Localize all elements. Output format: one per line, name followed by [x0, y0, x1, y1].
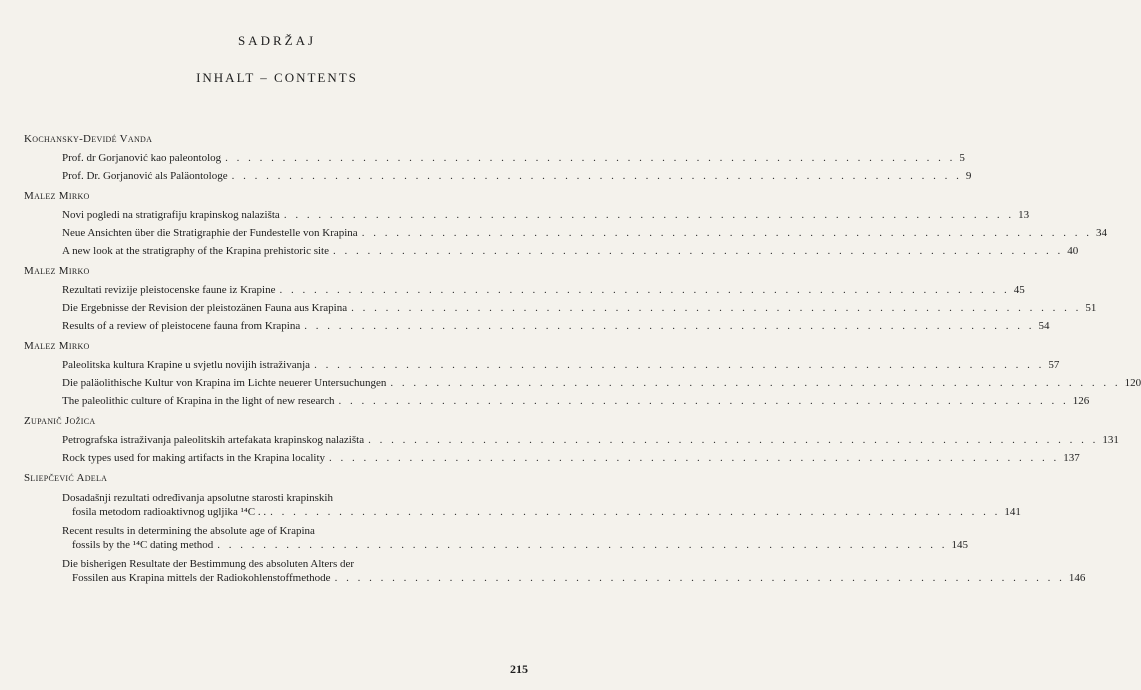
author-name: Malez Mirko: [24, 340, 90, 352]
entry-page: 137: [1063, 452, 1080, 464]
entry-title-last-line: [62, 571, 1086, 585]
entry-title: Neue Ansichten über die Stratigraphie der Fundestelle von Krapina: [62, 227, 358, 239]
toc-entry[interactable]: [24, 208, 1030, 222]
toc-entry[interactable]: [24, 394, 1090, 408]
toc-entry[interactable]: [24, 524, 969, 552]
toc-entry[interactable]: [24, 151, 965, 165]
entry-page: 34: [1095, 227, 1107, 239]
entry-title: Paleolitska kultura Krapine u svjetlu novijih istraživanja: [62, 359, 311, 371]
entry-title-line: Die bisherigen Resultate der Bestimmung des absoluten Alters der: [62, 558, 355, 570]
entry-page: 51: [1085, 302, 1097, 314]
entry-title-last-line: [62, 538, 969, 552]
toc-section: [24, 131, 972, 183]
dot-leader: . . . . . . . . . . . . . . . . . . . . . . . . . . . . . . . . . . . . . . . . . . . . . . . . . . . . . . . . . . . . . . . .: [304, 320, 1035, 332]
entry-title: Petrografska istraživanja paleolitskih artefakata krapinskog nalazišta: [62, 434, 365, 446]
entry-title: Rock types used for making artifacts in the Krapina locality: [62, 452, 326, 464]
entry-page: 45: [1013, 284, 1025, 296]
page-title: SADRŽAJ: [237, 33, 317, 48]
dot-leader: . . . . . . . . . . . . . . . . . . . . . . . . . . . . . . . . . . . . . . . . . . . . . . . . . . . . . . . . . . . . . . . .: [217, 539, 948, 551]
page-number: 215: [510, 662, 528, 676]
entry-page: 57: [1048, 359, 1060, 371]
entry-page: 5: [959, 152, 965, 164]
dot-leader: . . . . . . . . . . . . . . . . . . . . . . . . . . . . . . . . . . . . . . . . . . . . . . . . . . . . . . . . . . . . . . . .: [368, 434, 1099, 446]
entry-page: 120: [1124, 377, 1141, 389]
dot-leader: . . . . . . . . . . . . . . . . . . . . . . . . . . . . . . . . . . . . . . . . . . . . . . . . . . . . . . . . . . . . . . . .: [225, 152, 956, 164]
entry-page: 13: [1018, 209, 1030, 221]
dot-leader: . . . . . . . . . . . . . . . . . . . . . . . . . . . . . . . . . . . . . . . . . . . . . . . . . . . . . . . . . . . . . . . .: [332, 245, 1064, 257]
toc-entry[interactable]: [24, 358, 1060, 372]
entry-title-line: Dosadašnji rezultati određivanja apsolutne starosti krapinskih: [62, 492, 333, 504]
toc-entry[interactable]: [24, 283, 1025, 297]
dot-leader: . . . . . . . . . . . . . . . . . . . . . . . . . . . . . . . . . . . . . . . . . . . . . . . . . . . . . . . . . . . . . . . .: [314, 359, 1045, 371]
toc-entry[interactable]: [24, 244, 1079, 258]
toc-section: [24, 470, 1086, 585]
entry-page: 145: [951, 539, 969, 551]
dot-leader: . . . . . . . . . . . . . . . . . . . . . . . . . . . . . . . . . . . . . . . . . . . . . . . . . . . . . . . . . . . . . . . .: [338, 395, 1069, 407]
entry-title: Rezultati revizije pleistocenske faune iz Krapine: [62, 284, 276, 296]
author-name: Sliepčević Adela: [24, 472, 108, 484]
toc-entry[interactable]: [24, 557, 1086, 585]
entry-page: 126: [1072, 395, 1090, 407]
entry-title: Prof. Dr. Gorjanović als Paläontologe: [62, 170, 228, 182]
entry-title: Die paläolithische Kultur von Krapina im Lichte neuerer Untersuchungen: [62, 377, 387, 389]
author-name: Malez Mirko: [24, 190, 90, 202]
entry-title: A new look at the stratigraphy of the Krapina prehistoric site: [62, 245, 329, 257]
entry-title: Prof. dr Gorjanović kao paleontolog: [62, 152, 222, 164]
toc-entry[interactable]: [24, 451, 1080, 465]
dot-leader: . . . . . . . . . . . . . . . . . . . . . . . . . . . . . . . . . . . . . . . . . . . . . . . . . . . . . . . . . . . . . . . .: [283, 209, 1015, 221]
entry-page: 9: [965, 170, 972, 182]
table-of-contents: [24, 131, 1141, 590]
entry-page: 40: [1067, 245, 1079, 257]
entry-title-line: fossils by the ¹⁴C dating method: [72, 539, 214, 551]
dot-leader: . . . . . . . . . . . . . . . . . . . . . . . . . . . . . . . . . . . . . . . . . . . . . . . . . . . . . . . . . . . . . . . .: [390, 377, 1121, 389]
entry-title-last-line: [62, 505, 1021, 519]
entry-title-line: fosila metodom radioaktivnog ugljika ¹⁴C . .: [72, 506, 267, 518]
toc-entry[interactable]: [24, 319, 1050, 333]
toc-entry[interactable]: [24, 301, 1097, 315]
entry-page: 54: [1038, 320, 1050, 332]
entry-title: Die Ergebnisse der Revision der pleistozänen Fauna aus Krapina: [62, 302, 348, 314]
dot-leader: . . . . . . . . . . . . . . . . . . . . . . . . . . . . . . . . . . . . . . . . . . . . . . . . . . . . . . . . . . . . . . . .: [334, 572, 1065, 584]
toc-entry[interactable]: [24, 169, 972, 183]
entry-page: 131: [1102, 434, 1119, 446]
dot-leader: . . . . . . . . . . . . . . . . . . . . . . . . . . . . . . . . . . . . . . . . . . . . . . . . . . . . . . . . . . . . . . . .: [329, 452, 1060, 464]
toc-section: [24, 413, 1119, 465]
toc-entry[interactable]: [24, 226, 1107, 240]
author-name: Malez Mirko: [24, 265, 90, 277]
entry-title: Results of a review of pleistocene fauna from Krapina: [62, 320, 301, 332]
author-name: Kochansky-Devidé Vanda: [24, 133, 153, 145]
dot-leader: . . . . . . . . . . . . . . . . . . . . . . . . . . . . . . . . . . . . . . . . . . . . . . . . . . . . . . . . . . . . . . . .: [351, 302, 1082, 314]
toc-entry[interactable]: [24, 376, 1141, 390]
entry-title: Novi pogledi na stratigrafiju krapinskog nalazišta: [62, 209, 280, 221]
toc-entry[interactable]: [24, 433, 1119, 447]
entry-title-line: Recent results in determining the absolute age of Krapina: [62, 525, 315, 537]
entry-title: The paleolithic culture of Krapina in the light of new research: [62, 395, 335, 407]
entry-title-line: Fossilen aus Krapina mittels der Radiokohlenstoffmethode: [72, 572, 331, 584]
dot-leader: . . . . . . . . . . . . . . . . . . . . . . . . . . . . . . . . . . . . . . . . . . . . . . . . . . . . . . . . . . . . . . . .: [231, 170, 962, 182]
toc-entry[interactable]: [24, 491, 1021, 519]
entry-page: 141: [1004, 506, 1021, 518]
page-subtitle: INHALT – CONTENTS: [196, 70, 358, 85]
toc-section: [24, 188, 1107, 258]
dot-leader: . . . . . . . . . . . . . . . . . . . . . . . . . . . . . . . . . . . . . . . . . . . . . . . . . . . . . . . . . . . . . . . .: [361, 227, 1092, 239]
dot-leader: . . . . . . . . . . . . . . . . . . . . . . . . . . . . . . . . . . . . . . . . . . . . . . . . . . . . . . . . . . . . . . . .: [279, 284, 1010, 296]
toc-section: [24, 338, 1141, 408]
toc-section: [24, 263, 1097, 333]
author-name: Zupanič Jožica: [24, 415, 96, 427]
dot-leader: . . . . . . . . . . . . . . . . . . . . . . . . . . . . . . . . . . . . . . . . . . . . . . . . . . . . . . . . . . . . . . . .: [270, 506, 1001, 518]
entry-page: 146: [1068, 572, 1086, 584]
